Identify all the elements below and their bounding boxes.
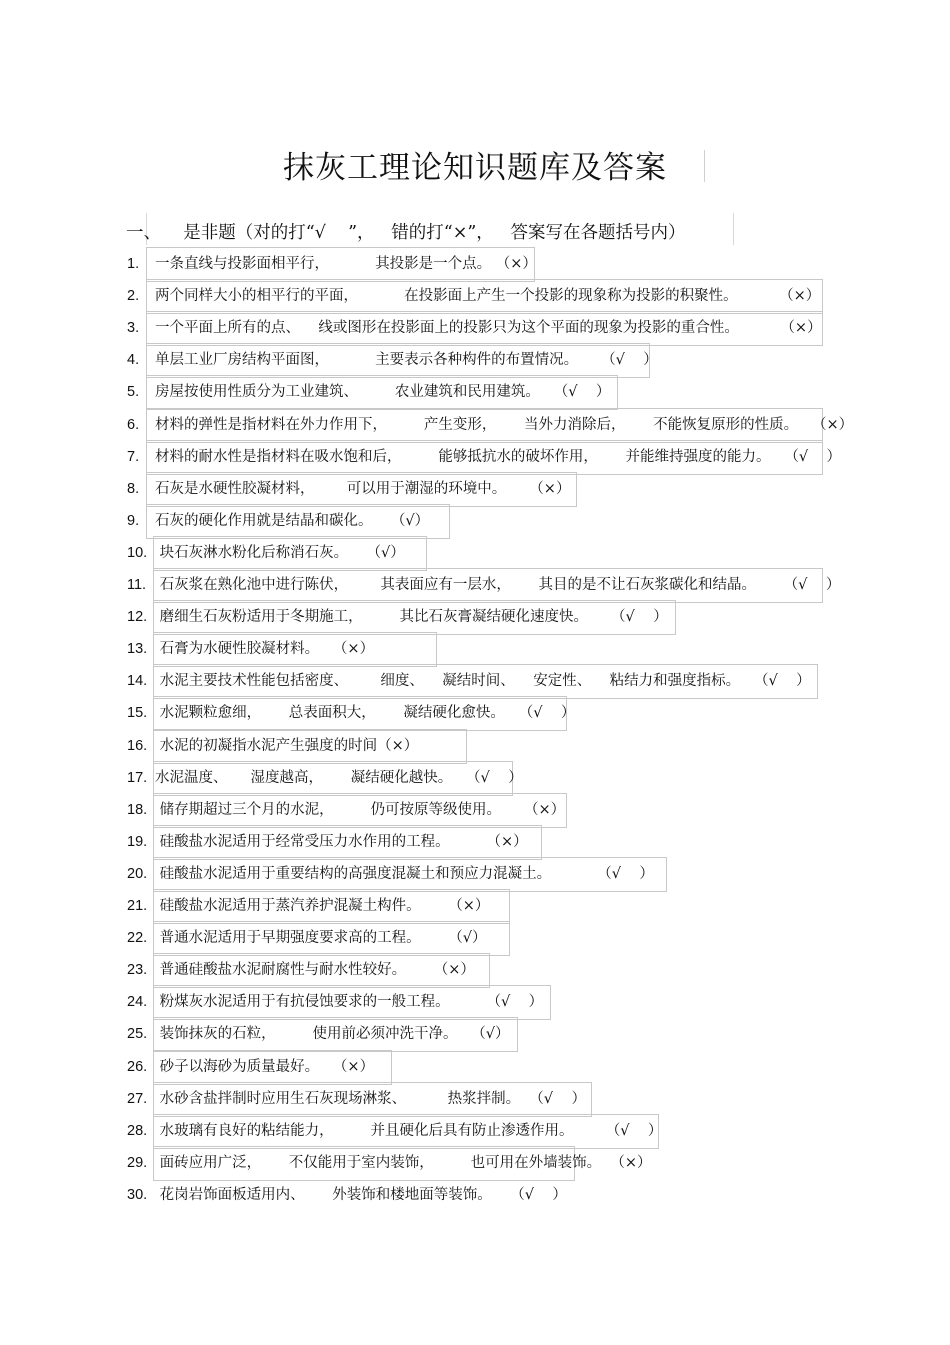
question-number: 14. — [127, 673, 148, 690]
question-number: 28. — [127, 1122, 148, 1139]
question-text: 磨细生石灰粉适用于冬期施工， 其比石灰膏凝结硬化速度快。 （√ ） — [155, 609, 668, 626]
question-number: 18. — [127, 801, 148, 818]
question-number: 17. — [127, 769, 148, 786]
question-item — [127, 635, 374, 663]
question-item — [127, 346, 658, 374]
question-text: 单层工业厂房结构平面图， 主要表示各种构件的布置情况。 （√ ） — [155, 352, 658, 369]
question-text: 房屋按使用性质分为工业建筑、 农业建筑和民用建筑。 （√ ） — [155, 384, 611, 401]
question-number: 10. — [127, 544, 148, 561]
question-number: 26. — [127, 1058, 148, 1075]
question-text: 粉煤灰水泥适用于有抗侵蚀要求的一般工程。 （√ ） — [155, 994, 544, 1011]
question-item — [127, 1181, 567, 1209]
question-item — [127, 924, 487, 952]
question-item — [127, 988, 543, 1016]
question-text: 硅酸盐水泥适用于经常受压力水作用的工程。 （×） — [155, 833, 528, 850]
question-text: 砂子以海砂为质量最好。 （×） — [155, 1058, 375, 1075]
question-text: 水泥的初凝指水泥产生强度的时间（×） — [155, 737, 419, 754]
question-item — [127, 956, 475, 984]
question-text: 两个同样大小的相平行的平面， 在投影面上产生一个投影的现象称为投影的积聚性。 （×） — [155, 288, 821, 305]
question-text: 硅酸盐水泥适用于重要结构的高强度混凝土和预应力混凝土。 （√ ） — [155, 865, 654, 882]
question-item — [127, 378, 610, 406]
question-number: 3. — [127, 320, 140, 337]
question-number: 22. — [127, 930, 148, 947]
question-text: 一个平面上所有的点、 线或图形在投影面上的投影只为这个平面的现象为投影的重合性。 （×） — [155, 320, 822, 337]
question-number: 20. — [127, 865, 148, 882]
question-number: 5. — [127, 384, 140, 401]
question-text: 水泥温度、 湿度越高， 凝结硬化越快。 （√ ） — [155, 769, 523, 786]
question-item — [127, 764, 523, 792]
question-text: 硅酸盐水泥适用于蒸汽养护混凝土构件。 （×） — [155, 898, 490, 914]
question-number: 12. — [127, 609, 148, 626]
question-item — [127, 667, 811, 695]
question-item — [127, 507, 429, 535]
question-item — [127, 892, 489, 920]
question-item — [127, 443, 841, 471]
page-title: 抹灰工理论知识题库及答案 — [283, 150, 667, 186]
question-item — [127, 411, 853, 439]
question-number: 21. — [127, 898, 148, 914]
question-item — [127, 571, 840, 599]
question-number: 27. — [127, 1090, 148, 1107]
question-item — [127, 603, 668, 631]
question-text: 石灰浆在熟化池中进行陈伏， 其表面应有一层水， 其目的是不让石灰浆碳化和结晶。 （√ ） — [155, 577, 841, 593]
question-number: 4. — [127, 352, 140, 369]
question-text: 面砖应用广泛， 不仅能用于室内装饰， 也可用在外墙装饰。 （×） — [155, 1154, 652, 1171]
question-number: 24. — [127, 994, 148, 1011]
question-text: 水玻璃有良好的粘结能力， 并且硬化后具有防止渗透作用。 （√ ） — [155, 1122, 663, 1139]
question-number: 6. — [127, 416, 140, 433]
question-text: 水砂含盐拌制时应用生石灰现场淋浆、 热浆拌制。 （√ ） — [155, 1090, 586, 1107]
question-text: 花岗岩饰面板适用内、 外装饰和楼地面等装饰。 （√ ） — [155, 1186, 567, 1203]
question-item — [127, 1149, 652, 1177]
question-text: 石灰的硬化作用就是结晶和碳化。 （√） — [155, 512, 430, 529]
question-text: 储存期超过三个月的水泥， 仍可按原等级使用。 （×） — [155, 801, 566, 818]
question-text: 块石灰淋水粉化后称消石灰。 （√） — [155, 544, 405, 561]
question-number: 13. — [127, 641, 148, 658]
question-number: 11. — [127, 577, 147, 593]
question-text: 石膏为水硬性胶凝材料。 （×） — [155, 641, 375, 658]
question-item — [127, 475, 570, 503]
section-label: 一、 — [126, 223, 161, 243]
question-item — [127, 1053, 374, 1081]
question-item — [127, 1085, 586, 1113]
question-number: 8. — [127, 480, 140, 497]
question-item — [127, 250, 537, 278]
question-number: 15. — [127, 705, 148, 722]
question-number: 16. — [127, 737, 148, 754]
question-item — [127, 1020, 510, 1048]
question-number: 19. — [127, 833, 148, 850]
question-text: 普通硅酸盐水泥耐腐性与耐水性较好。 （×） — [155, 962, 475, 979]
question-text: 普通水泥适用于早期强度要求高的工程。 （√） — [155, 930, 487, 947]
question-item — [127, 699, 575, 727]
question-item — [127, 860, 654, 888]
question-number: 1. — [127, 256, 140, 272]
question-item — [127, 732, 418, 760]
question-text: 石灰是水硬性胶凝材料， 可以用于潮湿的环境中。 （×） — [155, 480, 571, 497]
question-item — [127, 282, 820, 310]
question-number: 25. — [127, 1026, 148, 1043]
question-text: 水泥颗粒愈细， 总表面积大， 凝结硬化愈快。 （√ ） — [155, 705, 576, 722]
question-item — [127, 539, 405, 567]
title-divider — [704, 150, 705, 182]
question-item — [127, 1117, 662, 1145]
question-item — [127, 828, 528, 856]
question-item — [127, 796, 565, 824]
question-number: 23. — [127, 962, 148, 979]
question-text: 水泥主要技术性能包括密度、 细度、 凝结时间、 安定性、 粘结力和强度指标。 （√ ） — [155, 673, 811, 690]
section-heading — [126, 219, 686, 244]
question-number: 30. — [127, 1186, 148, 1203]
question-text: 材料的弹性是指材料在外力作用下， 产生变形， 当外力消除后， 不能恢复原形的性质。 （×） — [155, 416, 854, 433]
question-number: 7. — [127, 448, 140, 465]
question-number: 9. — [127, 512, 140, 529]
question-text: 材料的耐水性是指材料在吸水饱和后， 能够抵抗水的破坏作用， 并能维持强度的能力。 （√ ） — [155, 448, 842, 465]
question-text: 一条直线与投影面相平行， 其投影是一个点。 （×） — [155, 256, 537, 272]
question-item — [127, 314, 822, 342]
question-text: 装饰抹灰的石粒， 使用前必须冲洗干净。 （√） — [155, 1026, 510, 1043]
section-text: 是非题（对的打“√ ”， 错的打“×”， 答案写在各题括号内） — [183, 223, 686, 243]
question-number: 29. — [127, 1154, 148, 1171]
question-number: 2. — [127, 288, 140, 305]
